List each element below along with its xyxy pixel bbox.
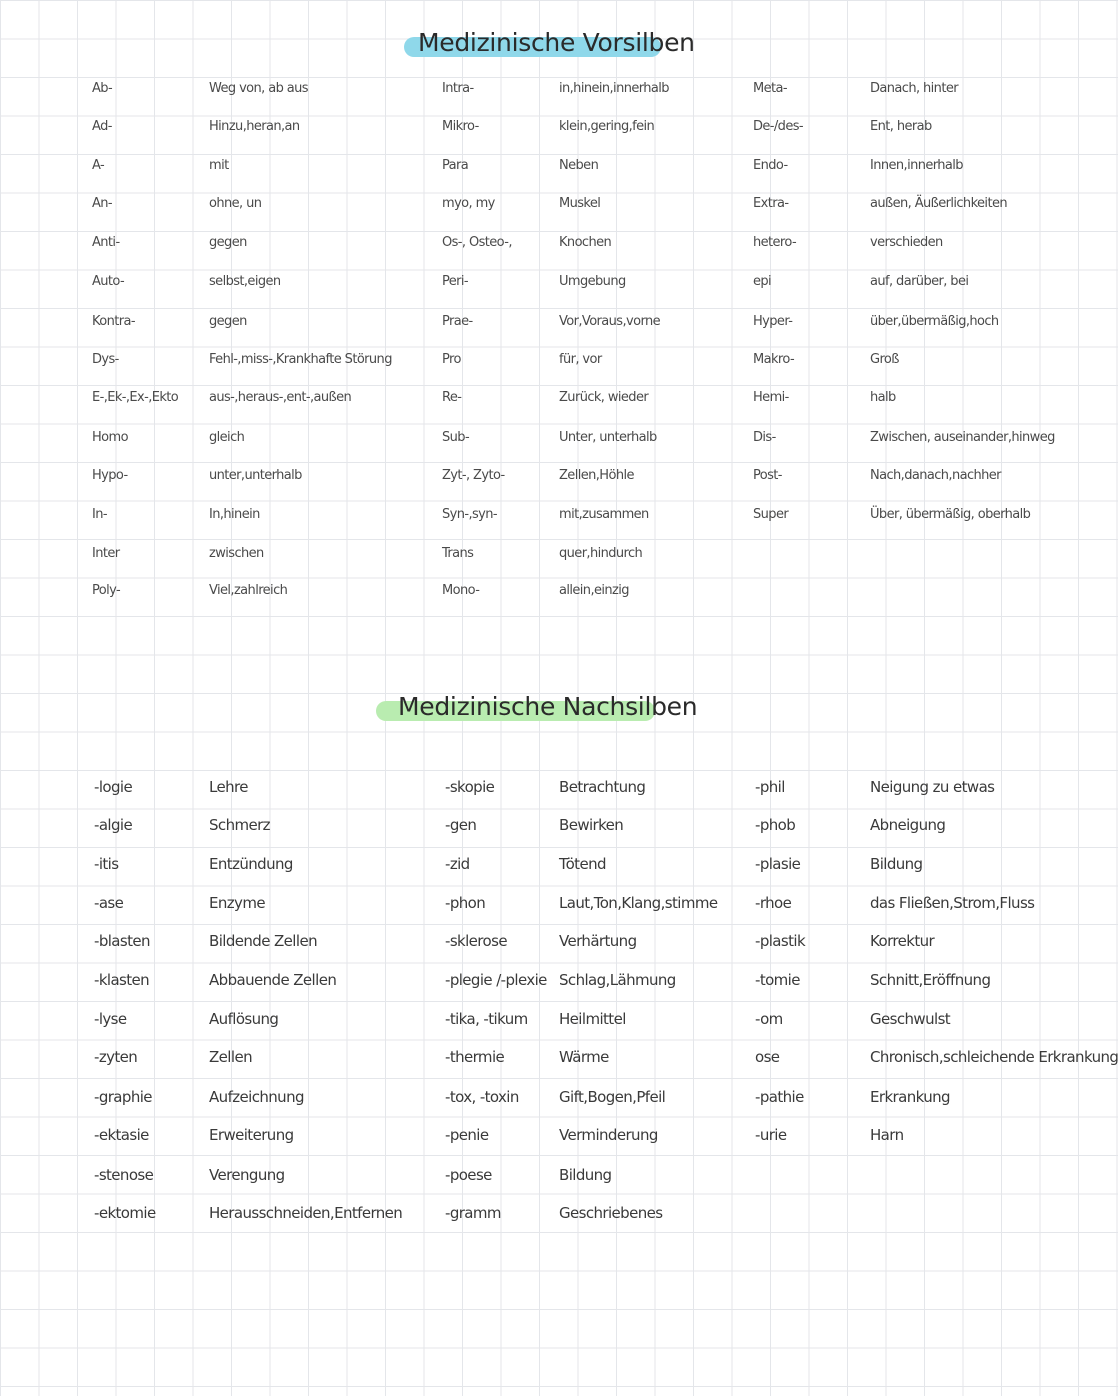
vorsilben-meaning-cell: verschieden xyxy=(870,235,943,250)
nachsilben-meaning-cell: Korrektur xyxy=(870,932,935,950)
vorsilben-meaning-cell: Zurück, wieder xyxy=(559,390,649,405)
nachsilben-term-cell: -gen xyxy=(445,816,477,834)
nachsilben-meaning-cell: Verhärtung xyxy=(559,932,637,950)
nachsilben-meaning-cell: Abneigung xyxy=(870,816,946,834)
vorsilben-meaning-cell: gegen xyxy=(209,314,247,329)
vorsilben-meaning-cell: auf, darüber, bei xyxy=(870,274,969,289)
vorsilben-term-cell: Hemi- xyxy=(753,390,789,405)
nachsilben-meaning-cell: Schmerz xyxy=(209,816,270,834)
vorsilben-meaning-cell: Fehl-,miss-,Krankhafte Störung xyxy=(209,352,392,367)
nachsilben-term-cell: -stenose xyxy=(94,1166,154,1184)
nachsilben-meaning-cell: Bildende Zellen xyxy=(209,932,317,950)
vorsilben-meaning-cell: Weg von, ab aus xyxy=(209,81,308,96)
vorsilben-term-cell: Extra- xyxy=(753,196,789,211)
nachsilben-meaning-cell: Geschwulst xyxy=(870,1010,951,1028)
vorsilben-meaning-cell: Zwischen, auseinander,hinweg xyxy=(870,430,1055,445)
nachsilben-term-cell: -ektomie xyxy=(94,1204,156,1222)
vorsilben-term-cell: Syn-,syn- xyxy=(442,507,498,522)
nachsilben-meaning-cell: Herausschneiden,Entfernen xyxy=(209,1204,403,1222)
nachsilben-meaning-cell: Verengung xyxy=(209,1166,285,1184)
vorsilben-meaning-cell: klein,gering,fein xyxy=(559,119,655,134)
nachsilben-meaning-cell: Zellen xyxy=(209,1048,252,1066)
vorsilben-term-cell: Ab- xyxy=(92,81,113,96)
vorsilben-term-cell: Dis- xyxy=(753,430,776,445)
vorsilben-term-cell: Meta- xyxy=(753,81,787,96)
vorsilben-meaning-cell: Vor,Voraus,vorne xyxy=(559,314,661,329)
nachsilben-term-cell: -thermie xyxy=(445,1048,505,1066)
vorsilben-term-cell: Trans xyxy=(442,546,474,561)
vorsilben-term-cell: Hypo- xyxy=(92,468,128,483)
nachsilben-term-cell: -urie xyxy=(755,1126,787,1144)
nachsilben-term-cell: -graphie xyxy=(94,1088,152,1106)
vorsilben-meaning-cell: Danach, hinter xyxy=(870,81,958,96)
vorsilben-term-cell: epi xyxy=(753,274,772,289)
vorsilben-meaning-cell: In,hinein xyxy=(209,507,260,522)
nachsilben-term-cell: -om xyxy=(755,1010,783,1028)
nachsilben-term-cell: ose xyxy=(755,1048,780,1066)
vorsilben-meaning-cell: mit xyxy=(209,158,229,173)
vorsilben-meaning-cell: unter,unterhalb xyxy=(209,468,302,483)
vorsilben-term-cell: Pro xyxy=(442,352,461,367)
nachsilben-term-cell: -ase xyxy=(94,894,124,912)
vorsilben-meaning-cell: Ent, herab xyxy=(870,119,932,134)
nachsilben-term-cell: -plasie xyxy=(755,855,801,873)
vorsilben-term-cell: Dys- xyxy=(92,352,119,367)
vorsilben-meaning-cell: in,hinein,innerhalb xyxy=(559,81,669,96)
nachsilben-term-cell: -gramm xyxy=(445,1204,501,1222)
vorsilben-meaning-cell: Muskel xyxy=(559,196,601,211)
vorsilben-term-cell: Mono- xyxy=(442,583,480,598)
vorsilben-meaning-cell: außen, Äußerlichkeiten xyxy=(870,196,1007,211)
nachsilben-meaning-cell: Harn xyxy=(870,1126,904,1144)
vorsilben-meaning-cell: Zellen,Höhle xyxy=(559,468,634,483)
nachsilben-term-cell: -zyten xyxy=(94,1048,138,1066)
vorsilben-term-cell: Peri- xyxy=(442,274,469,289)
nachsilben-term-cell: -poese xyxy=(445,1166,492,1184)
vorsilben-term-cell: hetero- xyxy=(753,235,797,250)
vorsilben-term-cell: Homo xyxy=(92,430,128,445)
nachsilben-meaning-cell: Heilmittel xyxy=(559,1010,626,1028)
vorsilben-term-cell: Inter xyxy=(92,546,120,561)
vorsilben-term-cell: In- xyxy=(92,507,107,522)
vorsilben-meaning-cell: Neben xyxy=(559,158,599,173)
vorsilben-term-cell: Anti- xyxy=(92,235,120,250)
vorsilben-term-cell: Poly- xyxy=(92,583,121,598)
vorsilben-term-cell: Prae- xyxy=(442,314,473,329)
vorsilben-meaning-cell: mit,zusammen xyxy=(559,507,649,522)
vorsilben-term-cell: Hyper- xyxy=(753,314,793,329)
nachsilben-meaning-cell: Schnitt,Eröffnung xyxy=(870,971,991,989)
vorsilben-meaning-cell: Umgebung xyxy=(559,274,626,289)
vorsilben-term-cell: Endo- xyxy=(753,158,788,173)
nachsilben-term-cell: -blasten xyxy=(94,932,150,950)
vorsilben-meaning-cell: Knochen xyxy=(559,235,612,250)
vorsilben-term-cell: Zyt-, Zyto- xyxy=(442,468,505,483)
vorsilben-title xyxy=(418,28,695,57)
nachsilben-term-cell: -itis xyxy=(94,855,119,873)
nachsilben-meaning-cell: Chronisch,schleichende Erkrankung xyxy=(870,1048,1118,1066)
vorsilben-meaning-cell: für, vor xyxy=(559,352,602,367)
nachsilben-title xyxy=(398,692,697,721)
nachsilben-meaning-cell: Erweiterung xyxy=(209,1126,294,1144)
nachsilben-term-cell: -ektasie xyxy=(94,1126,149,1144)
vorsilben-term-cell: A- xyxy=(92,158,105,173)
vorsilben-meaning-cell: gleich xyxy=(209,430,245,445)
nachsilben-term-cell: -plegie /-plexie xyxy=(445,971,547,989)
vorsilben-meaning-cell: Hinzu,heran,an xyxy=(209,119,300,134)
vorsilben-term-cell: Mikro- xyxy=(442,119,479,134)
vorsilben-term-cell: Kontra- xyxy=(92,314,135,329)
nachsilben-term-cell: -lyse xyxy=(94,1010,127,1028)
nachsilben-term-cell: -phob xyxy=(755,816,796,834)
vorsilben-meaning-cell: Nach,danach,nachher xyxy=(870,468,1001,483)
nachsilben-meaning-cell: Auflösung xyxy=(209,1010,279,1028)
nachsilben-term-cell: -logie xyxy=(94,778,133,796)
vorsilben-meaning-cell: Unter, unterhalb xyxy=(559,430,657,445)
nachsilben-meaning-cell: Lehre xyxy=(209,778,248,796)
nachsilben-meaning-cell: Tötend xyxy=(559,855,606,873)
nachsilben-term-cell: -klasten xyxy=(94,971,150,989)
vorsilben-term-cell: Para xyxy=(442,158,469,173)
vorsilben-meaning-cell: allein,einzig xyxy=(559,583,629,598)
nachsilben-term-cell: -tomie xyxy=(755,971,800,989)
vorsilben-meaning-cell: über,übermäßig,hoch xyxy=(870,314,999,329)
vorsilben-title-text: Medizinische Vorsilben xyxy=(418,28,695,57)
vorsilben-term-cell: Post- xyxy=(753,468,782,483)
nachsilben-meaning-cell: Bildung xyxy=(559,1166,612,1184)
nachsilben-meaning-cell: Schlag,Lähmung xyxy=(559,971,676,989)
nachsilben-term-cell: -plastik xyxy=(755,932,806,950)
nachsilben-term-cell: -pathie xyxy=(755,1088,804,1106)
vorsilben-term-cell: De-/des- xyxy=(753,119,803,134)
vorsilben-term-cell: Super xyxy=(753,507,789,522)
vorsilben-meaning-cell: ohne, un xyxy=(209,196,262,211)
vorsilben-meaning-cell: Über, übermäßig, oberhalb xyxy=(870,507,1031,522)
nachsilben-meaning-cell: Abbauende Zellen xyxy=(209,971,337,989)
vorsilben-meaning-cell: Innen,innerhalb xyxy=(870,158,963,173)
nachsilben-meaning-cell: Gift,Bogen,Pfeil xyxy=(559,1088,666,1106)
vorsilben-meaning-cell: halb xyxy=(870,390,896,405)
vorsilben-meaning-cell: quer,hindurch xyxy=(559,546,643,561)
vorsilben-term-cell: Sub- xyxy=(442,430,470,445)
nachsilben-meaning-cell: Verminderung xyxy=(559,1126,658,1144)
vorsilben-term-cell: Os-, Osteo-, xyxy=(442,235,512,250)
nachsilben-meaning-cell: das Fließen,Strom,Fluss xyxy=(870,894,1035,912)
vorsilben-meaning-cell: aus-,heraus-,ent-,außen xyxy=(209,390,352,405)
vorsilben-term-cell: myo, my xyxy=(442,196,495,211)
nachsilben-meaning-cell: Geschriebenes xyxy=(559,1204,663,1222)
vorsilben-term-cell: Intra- xyxy=(442,81,474,96)
nachsilben-meaning-cell: Neigung zu etwas xyxy=(870,778,995,796)
nachsilben-meaning-cell: Entzündung xyxy=(209,855,293,873)
nachsilben-meaning-cell: Aufzeichnung xyxy=(209,1088,304,1106)
vorsilben-term-cell: An- xyxy=(92,196,113,211)
nachsilben-term-cell: -tox, -toxin xyxy=(445,1088,519,1106)
nachsilben-term-cell: -phon xyxy=(445,894,486,912)
nachsilben-term-cell: -sklerose xyxy=(445,932,507,950)
vorsilben-meaning-cell: selbst,eigen xyxy=(209,274,281,289)
nachsilben-meaning-cell: Bildung xyxy=(870,855,923,873)
vorsilben-meaning-cell: zwischen xyxy=(209,546,264,561)
nachsilben-meaning-cell: Wärme xyxy=(559,1048,609,1066)
vorsilben-meaning-cell: Groß xyxy=(870,352,899,367)
nachsilben-term-cell: -penie xyxy=(445,1126,489,1144)
nachsilben-term-cell: -zid xyxy=(445,855,470,873)
vorsilben-term-cell: Ad- xyxy=(92,119,112,134)
vorsilben-term-cell: E-,Ek-,Ex-,Ekto xyxy=(92,390,179,405)
vorsilben-term-cell: Makro- xyxy=(753,352,795,367)
nachsilben-title-text: Medizinische Nachsilben xyxy=(398,692,698,721)
nachsilben-term-cell: -algie xyxy=(94,816,133,834)
nachsilben-meaning-cell: Betrachtung xyxy=(559,778,646,796)
nachsilben-term-cell: -phil xyxy=(755,778,785,796)
vorsilben-term-cell: Auto- xyxy=(92,274,125,289)
nachsilben-meaning-cell: Erkrankung xyxy=(870,1088,950,1106)
nachsilben-meaning-cell: Bewirken xyxy=(559,816,624,834)
vorsilben-meaning-cell: gegen xyxy=(209,235,247,250)
vorsilben-meaning-cell: Viel,zahlreich xyxy=(209,583,288,598)
vorsilben-term-cell: Re- xyxy=(442,390,462,405)
nachsilben-term-cell: -rhoe xyxy=(755,894,792,912)
nachsilben-term-cell: -skopie xyxy=(445,778,495,796)
nachsilben-term-cell: -tika, -tikum xyxy=(445,1010,528,1028)
nachsilben-meaning-cell: Enzyme xyxy=(209,894,265,912)
nachsilben-meaning-cell: Laut,Ton,Klang,stimme xyxy=(559,894,718,912)
